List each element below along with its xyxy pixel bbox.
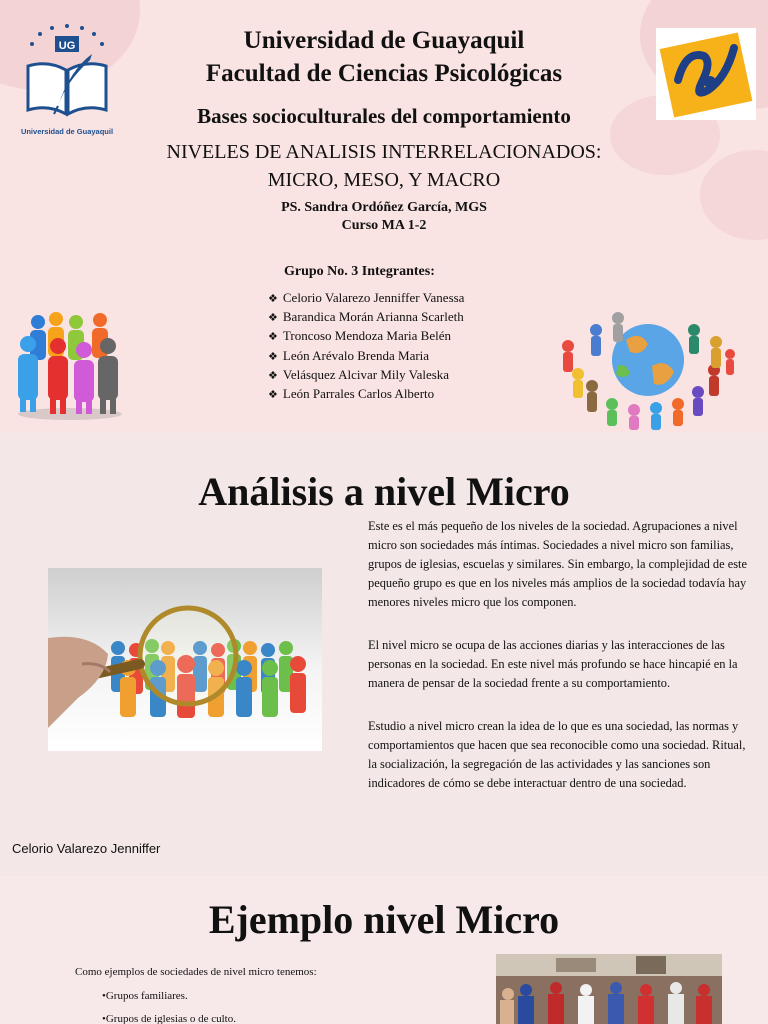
course-code: Curso MA 1-2 [341, 218, 427, 233]
topic-line-2: MICRO, MESO, Y MACRO [267, 169, 501, 191]
bullet-icon: ❖ [268, 369, 278, 382]
course-name: Bases socioculturales del comportamiento [197, 104, 571, 128]
list-item [268, 347, 464, 366]
example-slide [0, 876, 768, 1024]
magnifier-crowd-image [48, 568, 322, 751]
bullet-icon: ❖ [268, 389, 278, 402]
group-title: Grupo No. 3 Integrantes: [284, 264, 435, 279]
member-name: Velásquez Alcivar Mily Valeska [282, 366, 450, 382]
micro-paragraph-3: Estudio a nivel micro crean la idea de lo que es una sociedad, las normas y comportamientos que hacen que sea reconocible como una sociedad. Ritual, la socialización, la segregación de las actividades y las sanciones son indicadores de cómo se debe interactuar dentro de una sociedad. [368, 719, 746, 790]
list-item [268, 385, 464, 404]
colorful-people-illustration [10, 310, 130, 422]
example-intro: Como ejemplos de sociedades de nivel micro tenemos: [75, 966, 317, 978]
member-name: León Arévalo Brenda Maria [282, 347, 430, 363]
faculty-name: Facultad de Ciencias Psicológicas [205, 60, 563, 87]
topic-line-1: NIVELES DE ANALISIS INTERRELACIONADOS: [166, 141, 602, 163]
slide-author: Celorio Valarezo Jenniffer [12, 841, 161, 856]
university-name: Universidad de Guayaquil [243, 27, 525, 54]
list-item [268, 289, 464, 308]
member-name: León Parrales Carlos Alberto [282, 386, 435, 402]
bullet-icon: ❖ [268, 312, 278, 325]
magnifying-glass-icon [48, 568, 322, 751]
svg-text:UG: UG [58, 40, 76, 52]
list-item [268, 327, 464, 346]
member-name: Barandica Morán Arianna Scarleth [282, 309, 464, 325]
members-list [268, 289, 464, 404]
teacher-name: PS. Sandra Ordóñez García, MGS [281, 200, 487, 215]
micro-title: Análisis a nivel Micro [198, 469, 570, 514]
bullet-icon: ❖ [268, 293, 278, 305]
example-title: Ejemplo nivel Micro [208, 897, 560, 942]
micro-paragraph-1: Este es el más pequeño de los niveles de la sociedad. Agrupaciones a nivel micro son sociedades más íntimas. Sociedades a nivel micro son familias, grupos de iglesias, escuelas y similares. Sin embargo, la complejidad de este pequeño grupo es que en los niveles más amplios de la sociedad todavía hay menores niveles micro que los componen. [368, 519, 747, 609]
kids-around-globe-illustration [556, 300, 742, 432]
example-item: •Grupos de iglesias o de culto. [102, 1013, 236, 1024]
bullet-icon: ❖ [268, 350, 278, 363]
group-photo [496, 954, 722, 1024]
list-item [268, 366, 464, 385]
cover-slide [0, 0, 768, 432]
example-item: •Grupos familiares. [102, 990, 188, 1002]
micro-slide [0, 434, 768, 874]
micro-paragraph-2: El nivel micro se ocupa de las acciones diarias y las interacciones de las personas en la sociedad. En este nivel más profundo se hace hincapié en la manera de pensar de la sociedad frente a su comportamiento. [368, 638, 738, 690]
bullet-icon: ❖ [268, 331, 278, 344]
member-name: Celorio Valarezo Jenniffer Vanessa [282, 290, 465, 305]
member-name: Troncoso Mendoza Maria Belén [282, 328, 451, 344]
list-item [268, 308, 464, 327]
crowd-photo-icon [496, 954, 722, 1024]
logo-caption: Universidad de Guayaquil [20, 127, 114, 136]
